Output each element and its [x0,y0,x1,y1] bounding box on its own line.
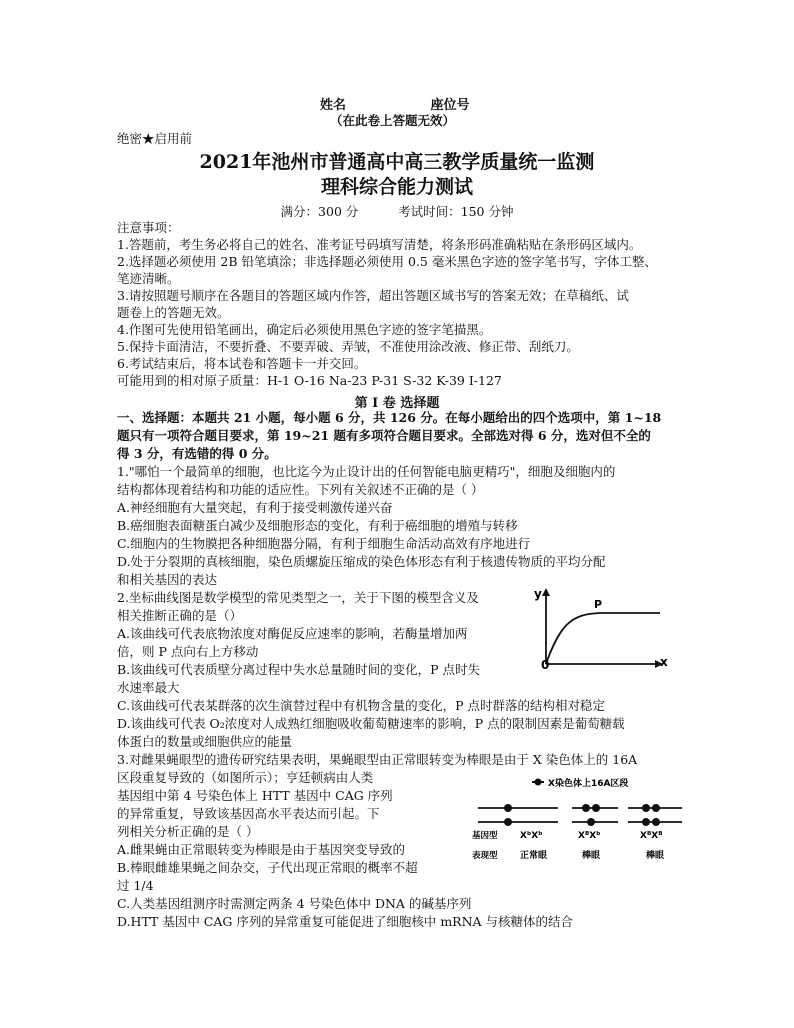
invalid-note: （在此卷上答题无效） [330,113,456,128]
q3-stem-4: 的异常重复，导致该基因高水平表达而引起。下 [117,806,380,821]
q2-stem-2: 相关推断正确的是（） [117,608,243,623]
atomic-masses: 可能用到的相对原子质量：H-1 O-16 Na-23 P-31 S-32 K-39 I-127 [117,373,502,388]
note-2b: 笔迹清晰。 [117,271,180,286]
q1-stem-2: 结构都体现着结构和功能的适应性。下列有关叙述不正确的是（ ） [117,482,484,497]
y-axis-label: y [534,587,542,601]
note-2a: 2.选择题必须使用 2B 铅笔填涂；非选择题必须使用 0.5 毫米黑色字迹的签字笔书写，字体工整、 [117,254,657,269]
q3-option-b-1: B.棒眼雌雄果蝇之间杂交，子代出现正常眼的概率不超 [117,860,418,875]
notes-heading: 注意事项： [117,220,180,235]
q3-option-b-2: 过 1/4 [117,878,154,893]
q3-stem-2: 区段重复导致的（如图所示）；亨廷顿病由人类 [117,770,374,785]
q2-option-c: C.该曲线可代表某群落的次生演替过程中有机物含量的变化，P 点时群落的结构相对稳定 [117,698,605,713]
chromosome-pair-normal [478,804,558,826]
origin-label: 0 [541,658,550,672]
note-4: 4.作图可先使用铅笔画出，确定后必须使用黑色字迹的签字笔描黑。 [117,322,492,337]
chromosome-pair-heterozygous [572,804,618,826]
note-5: 5.保持卡面清洁，不要折叠、不要弄破、弄皱，不准使用涂改液、修正带、刮纸刀。 [117,339,579,354]
q3-stem-3: 基因组中第 4 号染色体上 HTT 基因中 CAG 序列 [117,788,393,803]
exam-title: 2021年池州市普通高中高三教学质量统一监测 [199,151,595,173]
genotype-1: XᵇXᵇ [520,831,543,841]
q2-curve-graph [532,586,672,672]
seat-label: 座位号 [430,98,470,113]
q2-option-d-2: 体蛋白的数量或细胞供应的能量 [117,734,293,749]
x-axis-label: x [660,655,668,669]
q3-stem-5: 列相关分析正确的是（ ） [117,824,259,839]
legend [532,777,628,789]
p-point-label: P [594,598,603,611]
q1-option-b: B.癌细胞表面糖蛋白减少及细胞形态的变化，有利于癌细胞的增殖与转移 [117,518,518,533]
name-label: 姓名 [320,98,347,113]
legend-label: X染色体上16A区段 [548,779,629,789]
q1-option-c: C.细胞内的生物膜把各种细胞器分隔，有利于细胞生命活动高效有序地进行 [117,536,531,551]
q3-option-c: C.人类基因组测序时需测定两条 4 号染色体中 DNA 的碱基序列 [117,896,472,911]
legend-segment-icon [535,779,542,786]
q1-option-a: A.神经细胞有大量突起，有利于接受刺激传递兴奋 [117,500,393,515]
phenotype-label: 表现型 [472,851,498,861]
chromosome-pair-homozygous [628,804,682,826]
note-6: 6.考试结束后，将本试卷和答题卡一并交回。 [117,356,367,371]
phenotype-3: 棒眼 [646,851,665,861]
exam-subtitle: 理科综合能力测试 [320,176,473,198]
q2-option-b-1: B.该曲线可代表质壁分离过程中失水总量随时间的变化，P 点时失 [117,662,481,677]
note-3b: 题卷上的答题无效。 [117,305,230,320]
q3-option-a: A.雌果蝇由正常眼转变为棒眼是由于基因突变导致的 [117,842,406,857]
q3-stem-1: 3.对雌果蝇眼型的遗传研究结果表明，果蝇眼型由正常眼转变为棒眼是由于 X 染色体上的 16A [117,752,638,767]
section-intro-2: 题只有一项符合题目要求，第 19~21 题有多项符合题目要求。全部选对得 6 分，选对但不全的 [117,428,651,443]
section-intro-3: 得 3 分，有选错的得 0 分。 [117,446,277,461]
score-time: 满分：300 分 考试时间：150 分钟 [280,204,514,219]
q2-option-a-2: 倍，则 P 点向右上方移动 [117,644,259,659]
section-title: 第 I 卷 选择题 [354,396,440,411]
q3-chromosome-figure [468,772,694,868]
q1-stem-1: 1."哪怕一个最简单的细胞，也比迄今为止设计出的任何智能电脑更精巧"，细胞及细胞内的 [117,464,616,479]
q2-option-b-2: 水速率最大 [117,680,180,695]
y-axis-arrow [542,588,550,596]
genotype-label: 基因型 [472,831,498,841]
q1-option-d-1: D.处于分裂期的真核细胞，染色质螺旋压缩成的染色体形态有利于核遗传物质的平均分配 [117,554,606,569]
q1-option-d-2: 和相关基因的表达 [117,572,218,587]
phenotype-1: 正常眼 [520,851,548,861]
phenotype-2: 棒眼 [582,851,601,861]
q2-option-a-1: A.该曲线可代表底物浓度对酶促反应速率的影响，若酶量增加两 [117,626,468,641]
saturation-curve [546,613,660,664]
secret-label: 绝密★启用前 [117,131,193,146]
genotype-3: XᴮXᴮ [640,831,663,841]
note-1: 1.答题前，考生务必将自己的姓名、准考证号码填写清楚，将条形码准确粘贴在条形码区域内。 [117,237,642,252]
section-intro-1: 一、选择题：本题共 21 小题，每小题 6 分，共 126 分。在每小题给出的四个选项中，第 1~18 [117,410,662,425]
q3-option-d: D.HTT 基因中 CAG 序列的异常重复可能促进了细胞核中 mRNA 与核糖体的结合 [117,914,574,929]
q2-stem-1: 2.坐标曲线图是数学模型的常见类型之一，关于下图的模型含义及 [117,590,479,605]
genotype-2: XᴮXᵇ [578,831,601,841]
q2-option-d-1: D.该曲线可代表 O₂浓度对人成熟红细胞吸收葡萄糖速率的影响，P 点的限制因素是葡萄糖载 [117,716,625,731]
note-3a: 3.请按照题号顺序在各题目的答题区域内作答，超出答题区域书写的答案无效；在草稿纸、试 [117,288,629,303]
